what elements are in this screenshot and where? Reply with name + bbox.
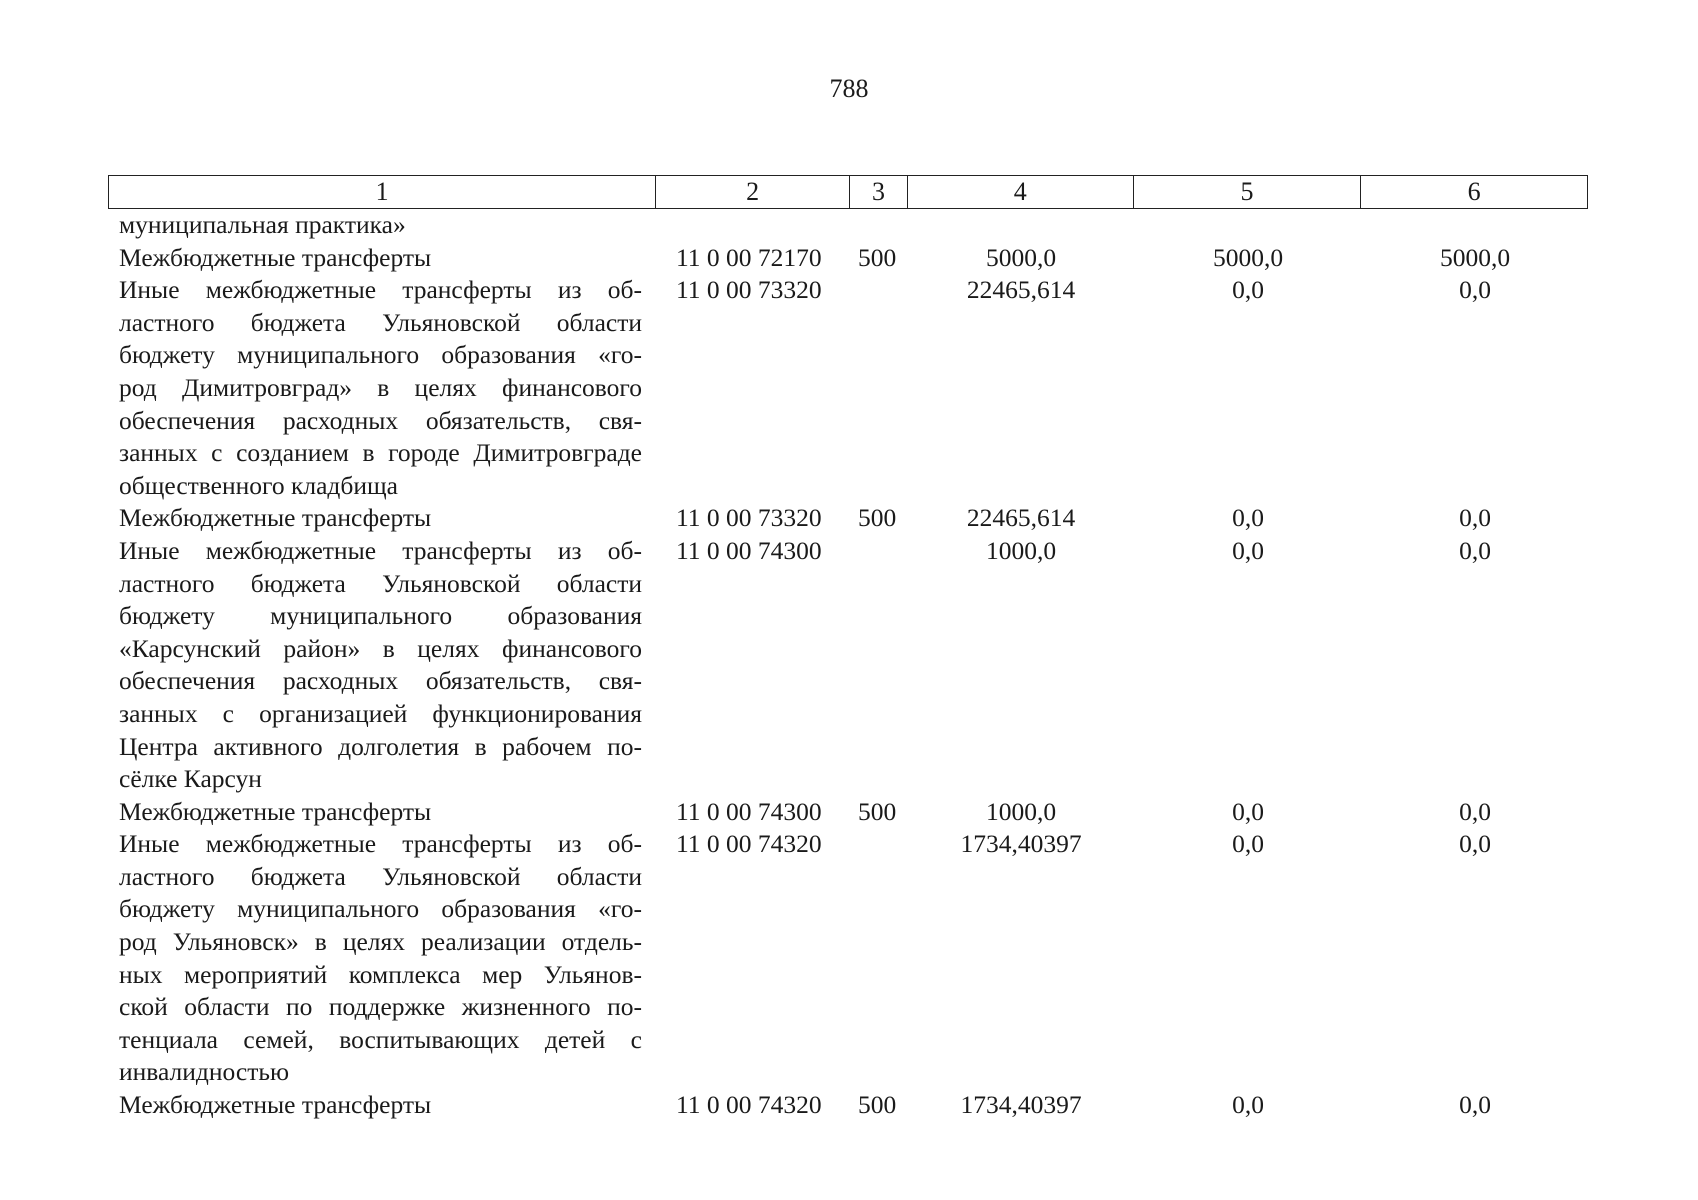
row-value-col-6: 0,0 xyxy=(1459,1090,1491,1120)
row-value-col-6: 5000,0 xyxy=(1439,242,1511,272)
description-line: Межбюджетные трансферты xyxy=(119,796,432,826)
description-line: бюджету муниципального образования xyxy=(119,601,642,631)
row-target-code: 11 0 00 74300 xyxy=(676,796,822,826)
description-line: род Ульяновск» в целях реализации отдель- xyxy=(119,927,642,957)
description-line: Межбюджетные трансферты xyxy=(119,503,432,533)
row-value-col-6 xyxy=(1362,209,1588,242)
row-target-code: 11 0 00 74300 xyxy=(676,535,822,565)
table-row xyxy=(108,242,1588,275)
row-description xyxy=(108,535,656,796)
description-line: Центра активного долголетия в рабочем по- xyxy=(119,731,642,761)
row-value-col-5: 0,0 xyxy=(1232,503,1264,533)
row-value-col-4: 1734,40397 xyxy=(960,829,1082,859)
row-target-code: 11 0 00 74320 xyxy=(676,829,822,859)
row-description xyxy=(108,209,656,242)
table-row xyxy=(108,502,1588,535)
description-line: Иные межбюджетные трансферты из об- xyxy=(119,829,642,859)
row-description xyxy=(108,796,656,829)
row-value-col-5: 0,0 xyxy=(1232,1090,1264,1120)
description-line: обеспечения расходных обязательств, свя- xyxy=(119,405,642,435)
header-col-3: 3 xyxy=(850,176,908,208)
row-value-col-5: 0,0 xyxy=(1232,796,1264,826)
row-target-code: 11 0 00 73320 xyxy=(676,503,822,533)
row-value-col-4: 1000,0 xyxy=(985,535,1057,565)
row-target-code: 11 0 00 73320 xyxy=(676,275,822,305)
row-value-col-4: 22465,614 xyxy=(966,503,1076,533)
row-expense-type: 500 xyxy=(858,503,897,533)
header-col-1: 1 xyxy=(109,176,656,208)
row-value-col-6: 0,0 xyxy=(1459,275,1491,305)
row-value-col-4 xyxy=(908,209,1134,242)
description-line: «Карсунский район» в целях финансового xyxy=(119,633,642,663)
row-target-code: 11 0 00 74320 xyxy=(676,1090,822,1120)
row-value-col-5: 0,0 xyxy=(1232,275,1264,305)
row-value-col-4: 22465,614 xyxy=(966,275,1076,305)
row-value-col-4: 5000,0 xyxy=(985,242,1057,272)
page-number: 788 xyxy=(829,74,869,103)
row-expense-type: 500 xyxy=(858,796,897,826)
header-col-2: 2 xyxy=(656,176,850,208)
row-value-col-6: 0,0 xyxy=(1459,503,1491,533)
row-value-col-6: 0,0 xyxy=(1459,796,1491,826)
description-line: ской области по поддержке жизненного по- xyxy=(119,992,642,1022)
table-row xyxy=(108,274,1588,502)
row-description xyxy=(108,274,656,502)
description-line: ластного бюджета Ульяновской области xyxy=(119,861,642,891)
row-value-col-5: 0,0 xyxy=(1232,829,1264,859)
row-description xyxy=(108,1089,656,1122)
description-line: бюджету муниципального образования «го- xyxy=(119,894,642,924)
description-line: ластного бюджета Ульяновской области xyxy=(119,568,642,598)
row-expense-type: 500 xyxy=(858,242,897,272)
row-target-code: 11 0 00 72170 xyxy=(676,242,822,272)
description-line: занных с созданием в городе Димитровграде xyxy=(119,438,642,468)
description-line: Межбюджетные трансферты xyxy=(119,242,432,272)
table-header-row xyxy=(108,175,1588,209)
row-value-col-4: 1000,0 xyxy=(985,796,1057,826)
row-description xyxy=(108,502,656,535)
row-expense-type xyxy=(850,535,908,796)
table-row xyxy=(108,209,1588,242)
table-body xyxy=(108,209,1588,1122)
table-row xyxy=(108,1089,1588,1122)
header-col-4: 4 xyxy=(908,176,1134,208)
row-expense-type xyxy=(850,828,908,1089)
header-col-5: 5 xyxy=(1134,176,1362,208)
row-description xyxy=(108,828,656,1089)
row-value-col-5: 0,0 xyxy=(1232,535,1264,565)
row-expense-type xyxy=(850,274,908,502)
description-line: общественного кладбища xyxy=(119,470,398,500)
description-line: тенциала семей, воспитывающих детей с xyxy=(119,1024,642,1054)
description-line: Иные межбюджетные трансферты из об- xyxy=(119,535,642,565)
row-value-col-6: 0,0 xyxy=(1459,829,1491,859)
row-value-col-5: 5000,0 xyxy=(1212,242,1284,272)
row-expense-type: 500 xyxy=(858,1090,897,1120)
row-description xyxy=(108,242,656,275)
row-value-col-4: 1734,40397 xyxy=(960,1090,1082,1120)
table-row xyxy=(108,535,1588,796)
row-expense-type xyxy=(850,209,908,242)
row-value-col-6: 0,0 xyxy=(1459,535,1491,565)
description-line: род Димитровград» в целях финансового xyxy=(119,372,642,402)
description-line: бюджету муниципального образования «го- xyxy=(119,340,642,370)
description-line: сёлке Карсун xyxy=(119,764,262,794)
description-line: Межбюджетные трансферты xyxy=(119,1090,432,1120)
description-line: Иные межбюджетные трансферты из об- xyxy=(119,275,642,305)
description-line: обеспечения расходных обязательств, свя- xyxy=(119,666,642,696)
row-value-col-5 xyxy=(1134,209,1362,242)
description-line: инвалидностью xyxy=(119,1057,290,1087)
description-line: занных с организацией функционирования xyxy=(119,698,642,728)
table-row xyxy=(108,828,1588,1089)
description-line: ных мероприятий комплекса мер Ульянов- xyxy=(119,959,642,989)
description-line: муниципальная практика» xyxy=(119,210,406,239)
budget-table xyxy=(108,175,1588,1122)
header-col-6: 6 xyxy=(1467,177,1481,206)
description-line: ластного бюджета Ульяновской области xyxy=(119,307,642,337)
row-target-code xyxy=(656,209,850,242)
table-row xyxy=(108,796,1588,829)
